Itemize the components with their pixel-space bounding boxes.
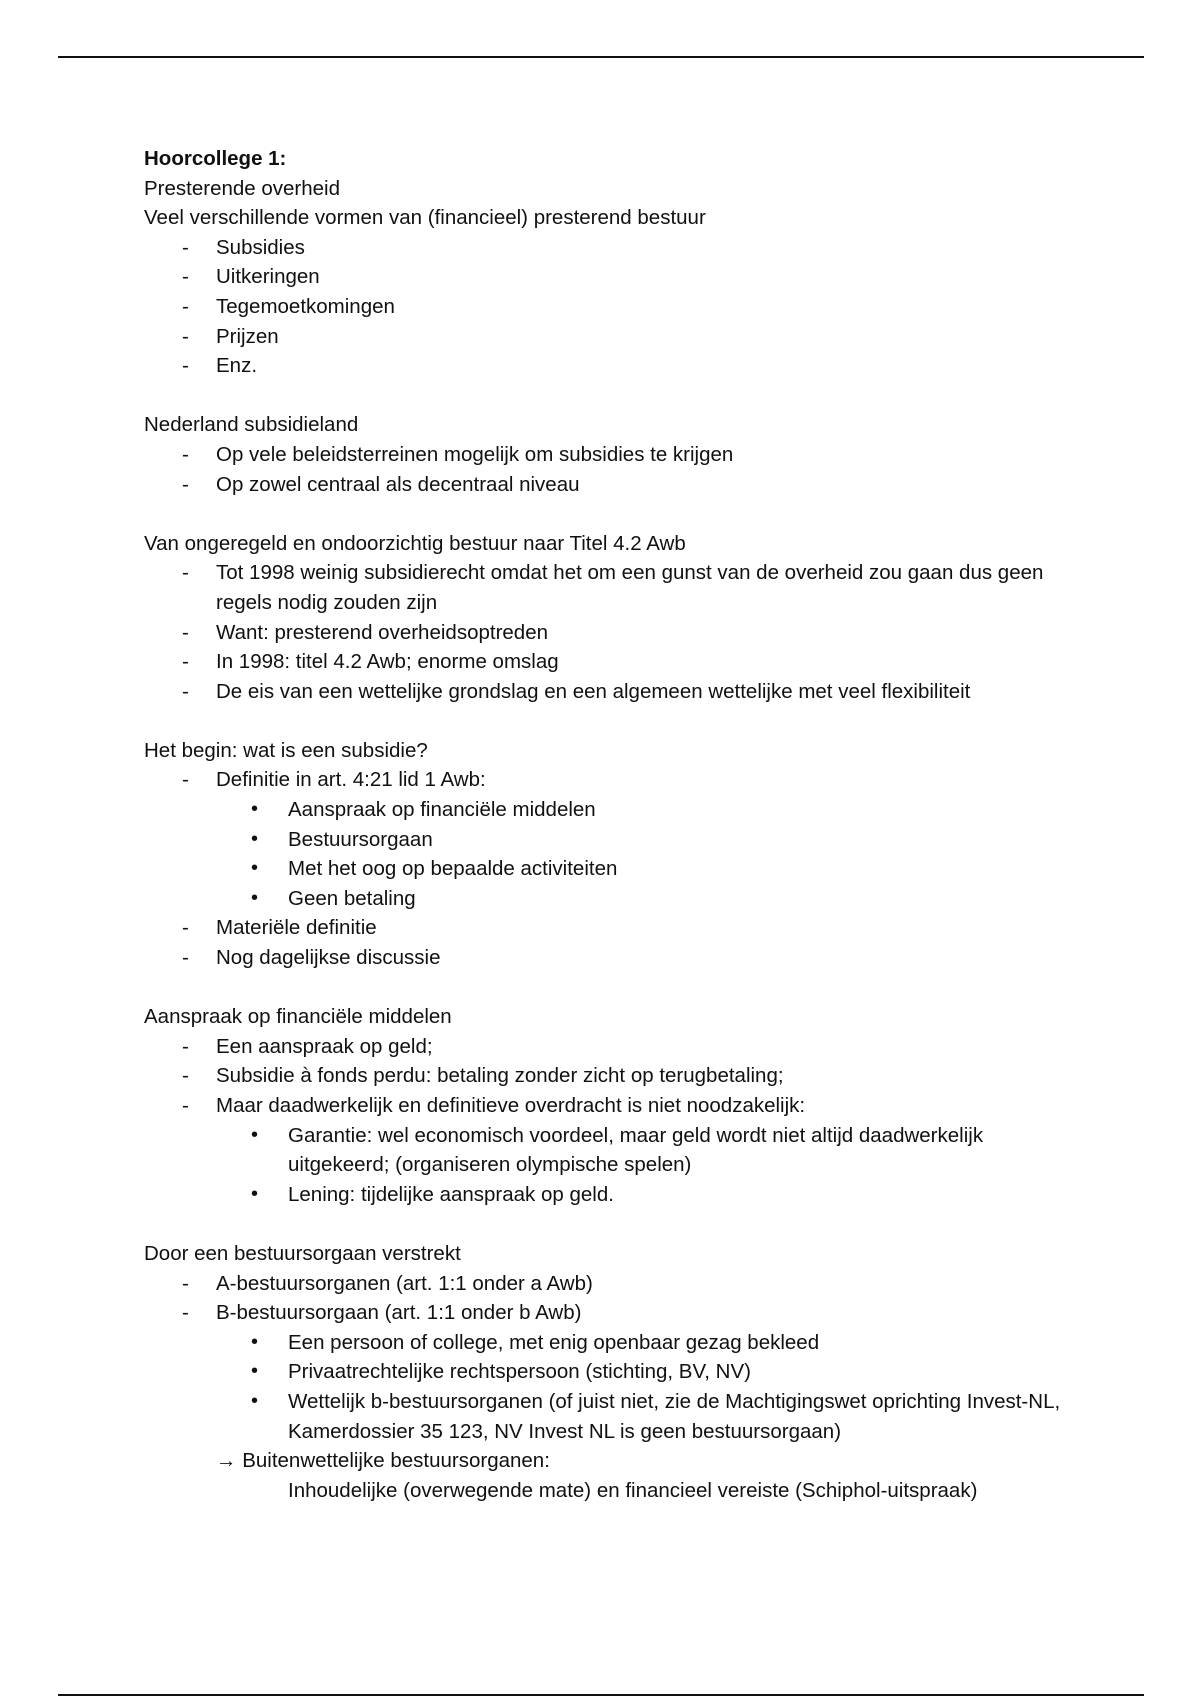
dash-marker: -	[182, 1064, 189, 1088]
dash-marker: -	[182, 946, 189, 970]
dash-marker: -	[182, 265, 189, 289]
bullet-item: • Privaatrechtelijke rechtspersoon (stichting, BV, NV)	[144, 1357, 1084, 1387]
section-heading: Nederland subsidieland	[144, 413, 359, 437]
list-item: - In 1998: titel 4.2 Awb; enorme omslag	[144, 647, 1084, 677]
intro-text: Veel verschillende vormen van (financieel) presterend bestuur	[144, 206, 706, 230]
list-item: - Nog dagelijkse discussie	[144, 943, 1084, 973]
bullet-marker: •	[251, 1182, 259, 1205]
document-body	[144, 144, 1084, 1505]
bullet-marker: •	[251, 886, 259, 909]
bullet-item: • Een persoon of college, met enig openbaar gezag bekleed	[144, 1328, 1084, 1358]
dash-marker: -	[182, 620, 189, 644]
arrow-detail: Inhoudelijke (overwegende mate) en financieel vereiste (Schiphol-uitspraak)	[288, 1478, 978, 1502]
list-item: - Een aanspraak op geld;	[144, 1032, 1084, 1062]
section-heading: Door een bestuursorgaan verstrekt	[144, 1241, 461, 1265]
dash-marker: -	[182, 768, 189, 792]
bullet-item: • Bestuursorgaan	[144, 825, 1084, 855]
bullet-marker: •	[251, 857, 259, 880]
footer-rule	[58, 1694, 1144, 1696]
list-item: - Op zowel centraal als decentraal niveau	[144, 470, 1084, 500]
list-item: - B-bestuursorgaan (art. 1:1 onder b Awb)	[144, 1298, 1084, 1328]
arrow-item: → Buitenwettelijke bestuursorganen:	[216, 1449, 550, 1473]
list-item: - Subsidie à fonds perdu: betaling zonder zicht op terugbetaling;	[144, 1061, 1084, 1091]
page-title: Hoorcollege 1:	[144, 147, 287, 170]
list-item: - Maar daadwerkelijk en definitieve overdracht is niet noodzakelijk:	[144, 1091, 1084, 1121]
dash-marker: -	[182, 472, 189, 496]
bullet-marker: •	[251, 1389, 259, 1412]
dash-marker: -	[182, 235, 189, 259]
bullet-item: • Lening: tijdelijke aanspraak op geld.	[144, 1180, 1084, 1210]
dash-marker: -	[182, 1094, 189, 1117]
bullet-marker: •	[251, 1123, 259, 1146]
dash-marker: -	[182, 1271, 189, 1295]
bullet-item: • Aanspraak op financiële middelen	[144, 795, 1084, 825]
bullet-item: • Wettelijk b-bestuursorganen (of juist niet, zie de Machtigingswet oprichting Invest-NL, Kamerdossier 35 123, NV Invest NL is geen bestuursorgaan)	[144, 1387, 1068, 1446]
dash-marker: -	[182, 354, 189, 378]
dash-marker: -	[182, 916, 189, 940]
arrow-icon: →	[216, 1449, 237, 1473]
list-item: - Op vele beleidsterreinen mogelijk om subsidies te krijgen	[144, 440, 1084, 470]
list-item: - Prijzen	[144, 322, 1084, 352]
dash-marker: -	[182, 561, 189, 585]
dash-marker: -	[182, 294, 189, 318]
page-subtitle: Presterende overheid	[144, 176, 341, 200]
dash-marker: -	[182, 442, 189, 466]
list-item: - A-bestuursorganen (art. 1:1 onder a Awb)	[144, 1269, 1084, 1299]
list-item: - Tegemoetkomingen	[144, 292, 1084, 322]
list-item: - Subsidies	[144, 233, 1084, 263]
dash-marker: -	[182, 679, 189, 703]
list-item: - Enz.	[144, 351, 1084, 381]
bullet-marker: •	[251, 1360, 259, 1383]
bullet-marker: •	[251, 798, 259, 821]
list-item: - Materiële definitie	[144, 913, 1084, 943]
dash-marker: -	[182, 1034, 189, 1058]
bullet-marker: •	[251, 827, 259, 850]
bullet-item: • Geen betaling	[144, 884, 1084, 914]
bullet-item: • Met het oog op bepaalde activiteiten	[144, 854, 1084, 884]
dash-marker: -	[182, 324, 189, 348]
list-item: - Tot 1998 weinig subsidierecht omdat het om een gunst van de overheid zou gaan dus geen regels nodig zouden zijn	[144, 558, 1056, 617]
section-heading: Van ongeregeld en ondoorzichtig bestuur naar Titel 4.2 Awb	[144, 531, 686, 555]
header-rule	[58, 56, 1144, 58]
bullet-item: • Garantie: wel economisch voordeel, maar geld wordt niet altijd daadwerkelijk uitgekeerd; (organiseren olympische spelen)	[144, 1121, 1068, 1180]
section-heading: Het begin: wat is een subsidie?	[144, 738, 428, 762]
list-item: - Definitie in art. 4:21 lid 1 Awb:	[144, 765, 1084, 795]
dash-marker: -	[182, 650, 189, 674]
dash-marker: -	[182, 1301, 189, 1325]
list-item: - De eis van een wettelijke grondslag en een algemeen wettelijke met veel flexibiliteit	[144, 677, 1084, 707]
bullet-marker: •	[251, 1330, 259, 1353]
list-item: - Want: presterend overheidsoptreden	[144, 618, 1084, 648]
list-item: - Uitkeringen	[144, 262, 1084, 292]
section-heading: Aanspraak op financiële middelen	[144, 1005, 452, 1029]
